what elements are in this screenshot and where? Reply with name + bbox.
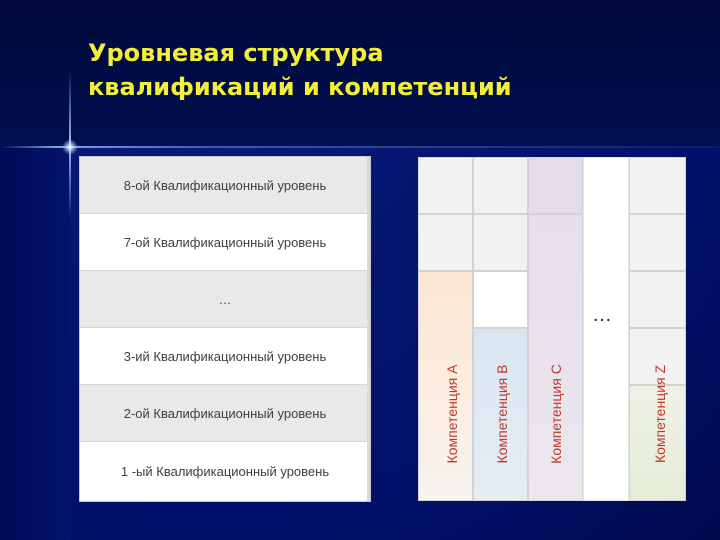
slide-title-line-1: Уровневая структура bbox=[88, 39, 384, 67]
sparkle-icon bbox=[62, 139, 78, 155]
grid-cell-z-2 bbox=[629, 214, 686, 271]
grid-cell-z-1 bbox=[629, 157, 686, 214]
slide-title-line-2: квалификаций и компетенций bbox=[88, 73, 512, 101]
competence-a-label: Компетенция А bbox=[444, 364, 460, 464]
grid-gap-column bbox=[583, 157, 629, 501]
decor-line-horizontal bbox=[0, 146, 720, 148]
table-edge bbox=[367, 157, 370, 501]
grid-cell-b-3 bbox=[473, 271, 528, 328]
grid-cell-a-1 bbox=[418, 157, 473, 214]
competences-grid bbox=[418, 157, 686, 501]
grid-cell-z-3 bbox=[629, 271, 686, 328]
level-row-7: 7-ой Квалификационный уровень bbox=[80, 214, 370, 271]
grid-cell-a-2 bbox=[418, 214, 473, 271]
competence-b-label-box bbox=[494, 339, 510, 489]
competence-c-label: Компетенция С bbox=[548, 364, 564, 464]
qualification-levels-table bbox=[80, 157, 370, 501]
grid-cell-c-1 bbox=[528, 157, 583, 214]
level-row-3: 3-ий Квалификационный уровень bbox=[80, 328, 370, 385]
competence-a-label-box bbox=[444, 339, 460, 489]
level-row-8: 8-ой Квалификационный уровень bbox=[80, 157, 370, 214]
grid-cell-b-2 bbox=[473, 214, 528, 271]
slide-title bbox=[88, 36, 648, 104]
competence-c-label-box bbox=[548, 339, 564, 489]
competence-z-label: Компетенция Z bbox=[652, 364, 668, 464]
left-band bbox=[0, 148, 70, 540]
level-row-ellipsis: … bbox=[80, 271, 370, 328]
competences-ellipsis: … bbox=[592, 304, 612, 326]
competence-z-label-box bbox=[652, 339, 668, 489]
grid-cell-b-1 bbox=[473, 157, 528, 214]
competence-b-label: Компетенция В bbox=[494, 364, 510, 464]
level-row-2: 2-ой Квалификационный уровень bbox=[80, 385, 370, 442]
level-row-1: 1 -ый Квалификационный уровень bbox=[80, 442, 370, 501]
